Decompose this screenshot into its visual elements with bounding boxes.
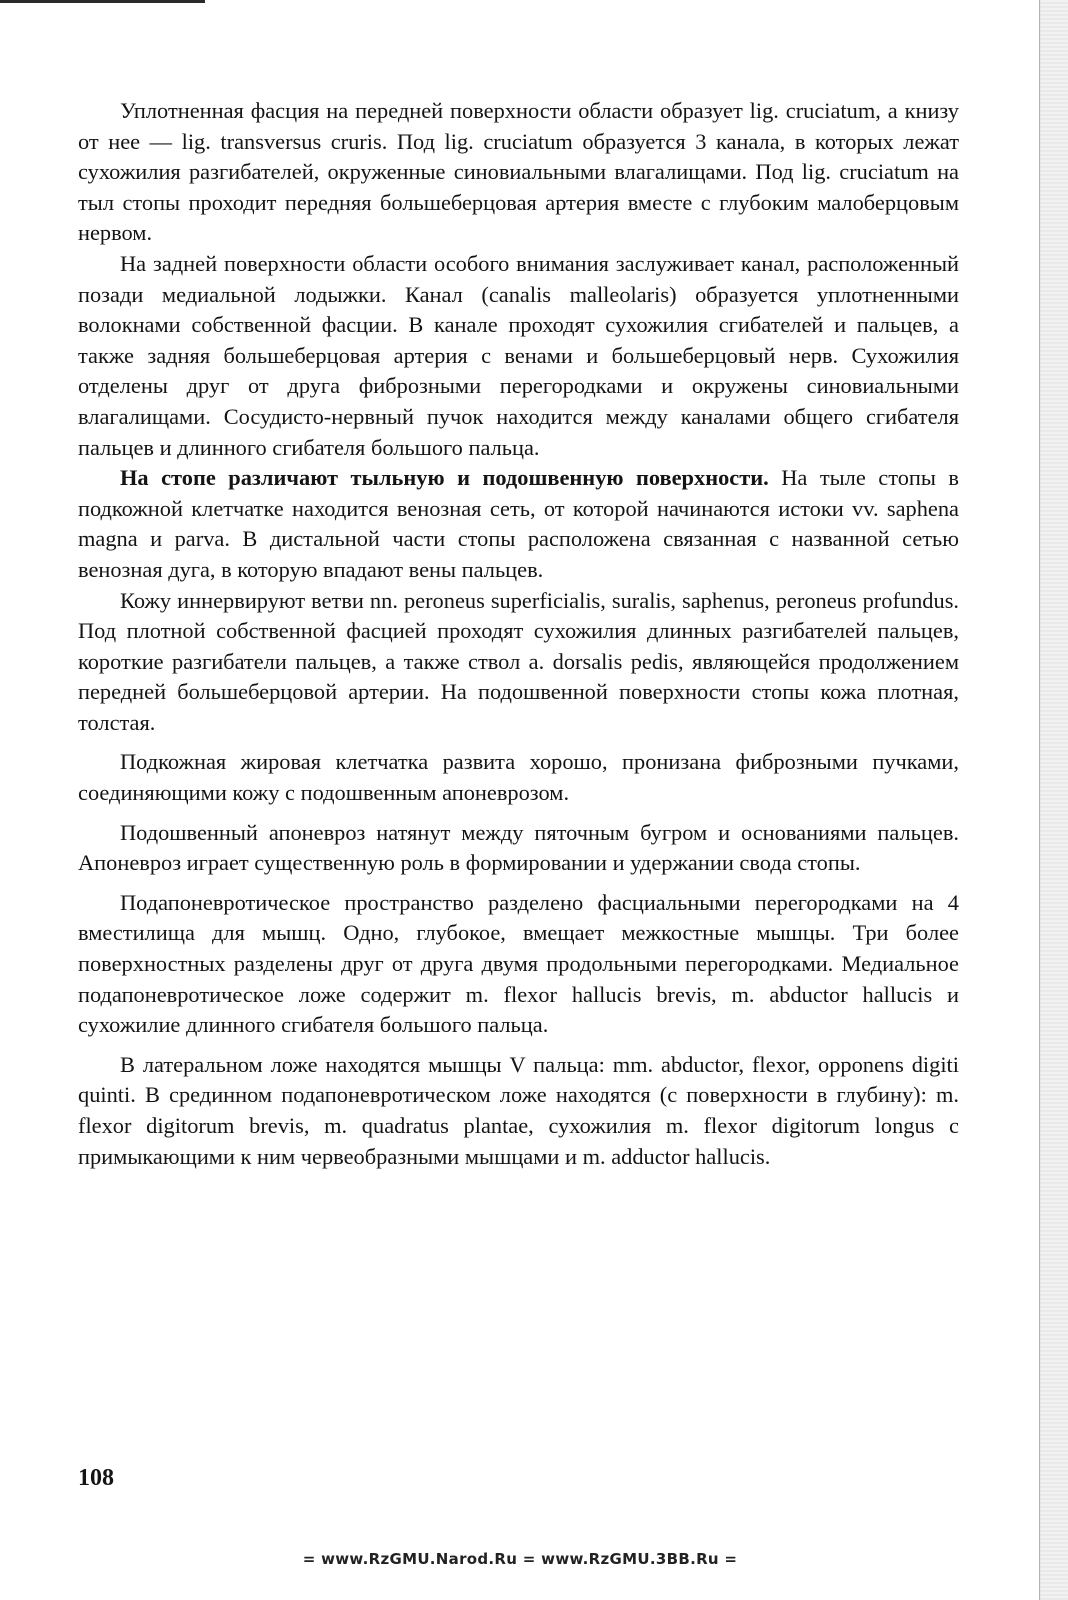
paragraph-text: Подапоневротическое пространство разделено фасциальными перегородками на 4 вместилища для мышц. Одно, глубокое, вмещает межкостные мышцы. Три более поверхностных разделены друг от друга двумя продольными перегородками. Медиальное подапоневротическое ложе содержит m. flexor hallucis brevis, m. abductor hallucis и сухожилие длинного сгибателя большого пальца. bbox=[78, 889, 959, 1038]
paragraph-5 bbox=[78, 747, 959, 808]
paragraph-4 bbox=[78, 586, 959, 739]
paragraph-lead: На стопе различают тыльную и подошвенную поверхности. bbox=[120, 465, 769, 491]
paragraph-text: Уплотненная фасция на передней поверхности области образует lig. cruciatum, а книзу от нее — lig. transversus cruris. Под lig. cruciatum образуется 3 канала, в которых лежат сухожилия разгибателей, окруженные синовиальными влагалищами. Под lig. cruciatum на тыл стопы проходит передняя большеберцовая артерия вместе с глубоким малоберцовым нервом. bbox=[78, 98, 959, 246]
paragraph-text: Подкожная жировая клетчатка развита хорошо, пронизана фиброзными пучками, соединяющими кожу с подошвенным апоневрозом. bbox=[78, 749, 959, 806]
paragraph-1 bbox=[78, 96, 959, 249]
page-number: 108 bbox=[78, 1465, 114, 1491]
paragraph-text: Кожу иннервируют ветви nn. peroneus superficialis, suralis, saphenus, peroneus profundus. Под плотной собственной фасцией проходят сухожилия длинных разгибателей пальцев, короткие разгибатели пальцев, а также ствол a. dorsalis pedis, являющейся продолжением передней большеберцовой артерии. На подошвенной поверхности стопы кожа плотная, толстая. bbox=[78, 587, 959, 735]
body-text bbox=[78, 96, 959, 1172]
paragraph-3 bbox=[78, 463, 959, 585]
paragraph-text: Подошвенный апоневроз натянут между пяточным бугром и основаниями пальцев. Апоневроз играет существенную роль в формировании и удержании свода стопы. bbox=[78, 819, 959, 876]
watermark: = www.RzGMU.Narod.Ru = www.RzGMU.3BB.Ru = bbox=[302, 1550, 738, 1568]
paragraph-text: На тыле стопы в подкожной клетчатке находится венозная сеть, от которой начинаются истоки vv. saphena magna и parva. В дистальной части стопы расположена связанная с названной сетью венозная дуга, в которую впадают вены пальцев. bbox=[78, 465, 959, 582]
paragraph-8 bbox=[78, 1050, 959, 1172]
paragraph-text: На задней поверхности области особого внимания заслуживает канал, расположенный позади медиальной лодыжки. Канал (canalis malleolaris) образуется уплотненными волокнами собственной фасции. В канале проходят сухожилия сгибателей и пальцев, а также задняя большеберцовая артерия с венами и большеберцовый нерв. Сухожилия отделены друг от друга фиброзными перегородками и окружены синовиальными влагалищами. Сосудисто-нервный пучок находится между каналами общего сгибателя пальцев и длинного сгибателя большого пальца. bbox=[78, 250, 959, 460]
top-rule bbox=[0, 0, 205, 3]
paragraph-text: В латеральном ложе находятся мышцы V пальца: mm. abductor, flexor, opponens digiti quinti. В срединном подапоневротическом ложе находятся (с поверхности в глубину): m. flexor digitorum brevis, m. quadratus plantae, сухожилия m. flexor digitorum longus с примыкающими к ним червеобразными мышцами и m. adductor hallucis. bbox=[78, 1051, 959, 1169]
paragraph-2 bbox=[78, 249, 959, 463]
paragraph-7 bbox=[78, 888, 959, 1041]
paragraph-6 bbox=[78, 818, 959, 879]
page-edge-shadow bbox=[1040, 0, 1068, 1600]
